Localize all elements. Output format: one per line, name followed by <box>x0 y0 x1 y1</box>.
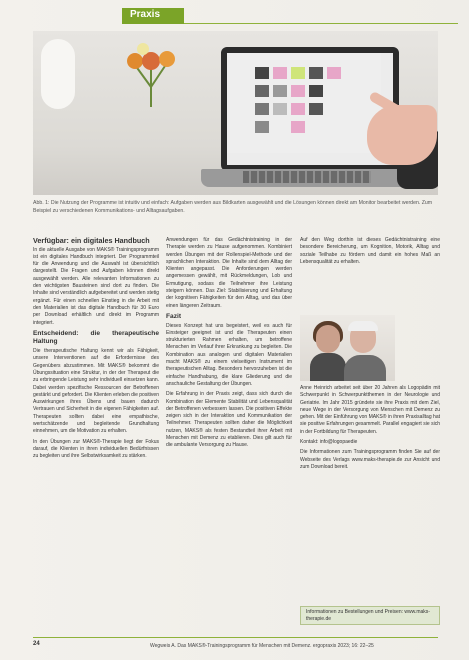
figure-caption: Abb. 1: Die Nutzung der Programme ist intuitiv und einfach: Aufgaben werden aus Bildkarten ausgewählt und die Lösungen können direkt am Monitor bearbeitet werden. Zum Beispiel zu verschiedenen Kommunikations- und Alltagsaufgaben. <box>33 200 433 214</box>
person-body <box>344 355 386 381</box>
heading-therapeutic-attitude: Entscheidend: die therapeutische Haltung <box>33 329 159 346</box>
app-screen-image <box>227 53 381 153</box>
paragraph: Anwendungen für das Gedächtnistraining in der Therapie werden zu Hause aufgenommen. Kombiniert werden Übungen mit der Rollenspiel-Methode und der sprachlichen Interaktion. Die Inhalte sind dem Alltag der Klienten angepasst. Die Anforderungen werden angemessen gewählt, mit Rückmeldungen, Lob und Ermutigung, sodass die Teilnehmer ihre Leistung steigern können. Das Ziel: Stabilisierung und Erhaltung der kognitiven Fähigkeiten für den Alltag, und das über einen längeren Zeitraum. <box>166 237 292 309</box>
keyboard <box>243 171 371 183</box>
article-photo <box>33 31 438 195</box>
paragraph: Die therapeutische Haltung kennt wir als Fähigkeit, unsere Interventionen auf die Erfordernisse des Gegenübers abzustimmen. Mit MAKS® bekommt die Übungssituation eine Struktur, in der der Therapeut die zu erbringende Leistung sehr individuell einsetzen kann. Dabei werden spezifische Ressourcen der Betroffenen gestärkt und gefordert. Die Klienten erleben die positiven Auswirkungen ihres Übens und bauen dadurch Vertrauen und Sicherheit in die eigenen Fähigkeiten auf. Therapeuten sollten dabei eine empathische, wertschätzende und begleitende Grundhaltung einnehmen, um die Motivation zu erhalten. <box>33 348 159 435</box>
person-body <box>310 353 346 381</box>
footer-rule <box>33 637 438 638</box>
heading-digital-handbook: Verfügbar: ein digitales Handbuch <box>33 236 150 245</box>
text-column-3 <box>300 237 440 269</box>
person-face <box>316 325 340 353</box>
page-number: 24 <box>33 641 40 647</box>
paragraph: Dieses Konzept hat uns begeistert, weil es auch für Einsteiger geeignet ist und die Therapeuten einen strukturierten Rahmen erhalten, um betroffene Menschen im Verlauf ihrer Erkrankung zu begleiten. Die Kombination aus analogen und digitalen Materialien macht MAKS® zu einem vielseitigen Instrument im therapeutischen Alltag. Besonders hervorzuheben ist die einfache Handhabung, die klare Gliederung und die anschauliche Gestaltung der Übungen. <box>166 322 292 387</box>
author-bio: Anne Heinrich arbeitet seit über 20 Jahren als Logopädin mit Schwerpunkt in Schwerpunktthemen in der Neurologie und Geriatrie. Im Jahr 2015 gründete sie ihre Praxis mit dem Ziel, neue Wege in der Versorgung von Menschen mit Demenz zu gehen. Mit der Einführung von MAKS® in ihren Praxisalltag hat sie positive Erfahrungen gesammelt. Parallel engagiert sie sich in der Fortbildung für Therapeuten. <box>300 385 440 435</box>
heading-conclusion: Fazit <box>166 312 182 320</box>
info-box: Informationen zu Bestellungen und Preisen: www.maks-therapie.de <box>300 606 440 625</box>
paragraph: Die Erfahrung in der Praxis zeigt, dass sich durch die Kombination der Elemente Stabilität und Lebensqualität der Betroffenen verbessern lassen. Die positiven Effekte zeigen sich in der Interaktion und Kommunikation der Teilnehmer. Therapeuten sollten daher die Möglichkeit nutzen, MAKS® als festen Bestandteil ihrer Arbeit mit Menschen mit Demenz zu etablieren. Dies gilt auch für die ambulante Versorgung zu Hause. <box>166 391 292 449</box>
author-photo <box>300 315 395 381</box>
vase-image <box>41 39 75 109</box>
author-contact: Kontakt: info@logopaedie <box>300 439 358 446</box>
person-hair <box>348 321 378 331</box>
flowers-image <box>121 37 181 107</box>
text-column-1 <box>33 237 159 464</box>
paragraph: In den Übungen zur MAKS®-Therapie liegt der Fokus darauf, die Klienten in ihren individuellen Bedürfnissen zu begleiten und ihre Selbstwirksamkeit zu stärken. <box>33 438 159 460</box>
citation: Wegweis A. Das MAKS®-Trainingsprogramm für Menschen mit Demenz. ergopraxis 2023; 16: 22–25 <box>150 643 374 649</box>
header-rule <box>184 23 458 24</box>
author-bio-column <box>300 385 440 474</box>
paragraph: In die aktuelle Ausgabe von MAKS® Trainingsprogramm ist ein digitales Handbuch integriert. Der Programmteil für die Anwendung und die Auswahl ist übersichtlich dargestellt. Die Fragen und Aufgaben können direkt ausgewählt werden. Alle relevanten Informationen zu den wichtigsten Bausteinen sind dort zu finden. Die Inhalte sind verständlich aufgebereitet und werden stetig ergänzt. Für einen schnellen Einstieg in die Arbeit mit den Materialien ist das digitale Handbuch für 30 Euro per Download erhältlich und direkt im Programm integriert. <box>33 246 159 326</box>
text-column-2 <box>166 237 292 453</box>
paragraph: Auf den Weg dorthin ist dieses Gedächtnistraining eine besondere Bereicherung, um Kognition, Motorik, Alltag und soziale Teilhabe zu fördern und damit ein hohes Maß an Lebensqualität zu erhalten. <box>300 237 440 265</box>
section-label: Praxis <box>130 9 161 20</box>
paragraph: Die Informationen zum Trainingsprogramm finden Sie auf der Webseite des Verlags www.maks-therapie.de zur Ansicht und zum Download bereit. <box>300 449 440 470</box>
